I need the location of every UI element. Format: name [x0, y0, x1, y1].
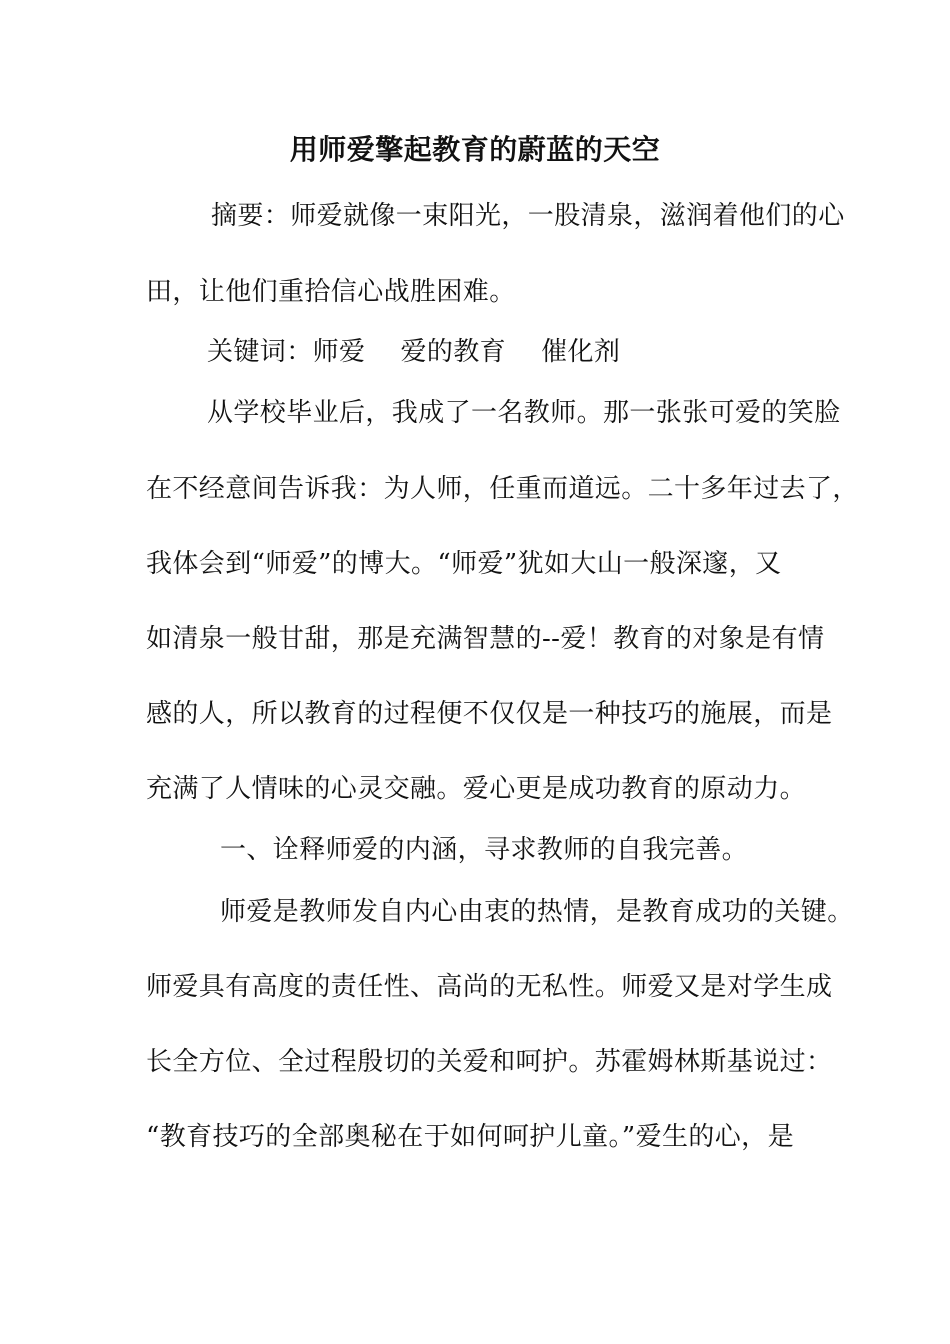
body-line-5: 感的人，所以教育的过程便不仅仅是一种技巧的施展，而是: [146, 699, 833, 729]
keywords-line: 关键词：师爱 爱的教育 催化剂: [207, 337, 621, 367]
body-line-2: 在不经意间告诉我：为人师，任重而道远。二十多年过去了，: [146, 474, 859, 504]
body-line-1: 从学校毕业后，我成了一名教师。那一张张可爱的笑脸: [207, 398, 841, 428]
body-line-7: 师爱是教师发自内心由衷的热情，是教育成功的关键。: [220, 897, 854, 927]
body-line-10: “教育技巧的全部奥秘在于如何呵护儿童。”爱生的心，是: [146, 1122, 794, 1152]
document-title: 用师爱擎起教育的蔚蓝的天空: [289, 133, 661, 166]
body-line-6: 充满了人情味的心灵交融。爱心更是成功教育的原动力。: [146, 774, 807, 804]
section-heading-1: 一、诠释师爱的内涵，寻求教师的自我完善。: [220, 835, 749, 865]
body-line-3: 我体会到“师爱”的博大。“师爱”犹如大山一般深邃，又: [146, 549, 782, 579]
body-line-9: 长全方位、全过程殷切的关爱和呵护。苏霍姆林斯基说过：: [146, 1047, 833, 1077]
abstract-line-2: 田，让他们重拾信心战胜困难。: [146, 277, 516, 307]
body-line-4: 如清泉一般甘甜，那是充满智慧的--爱！教育的对象是有情: [146, 624, 825, 654]
body-line-8: 师爱具有高度的责任性、高尚的无私性。师爱又是对学生成: [146, 972, 833, 1002]
abstract-line-1: 摘要：师爱就像一束阳光，一股清泉，滋润着他们的心: [211, 201, 845, 231]
